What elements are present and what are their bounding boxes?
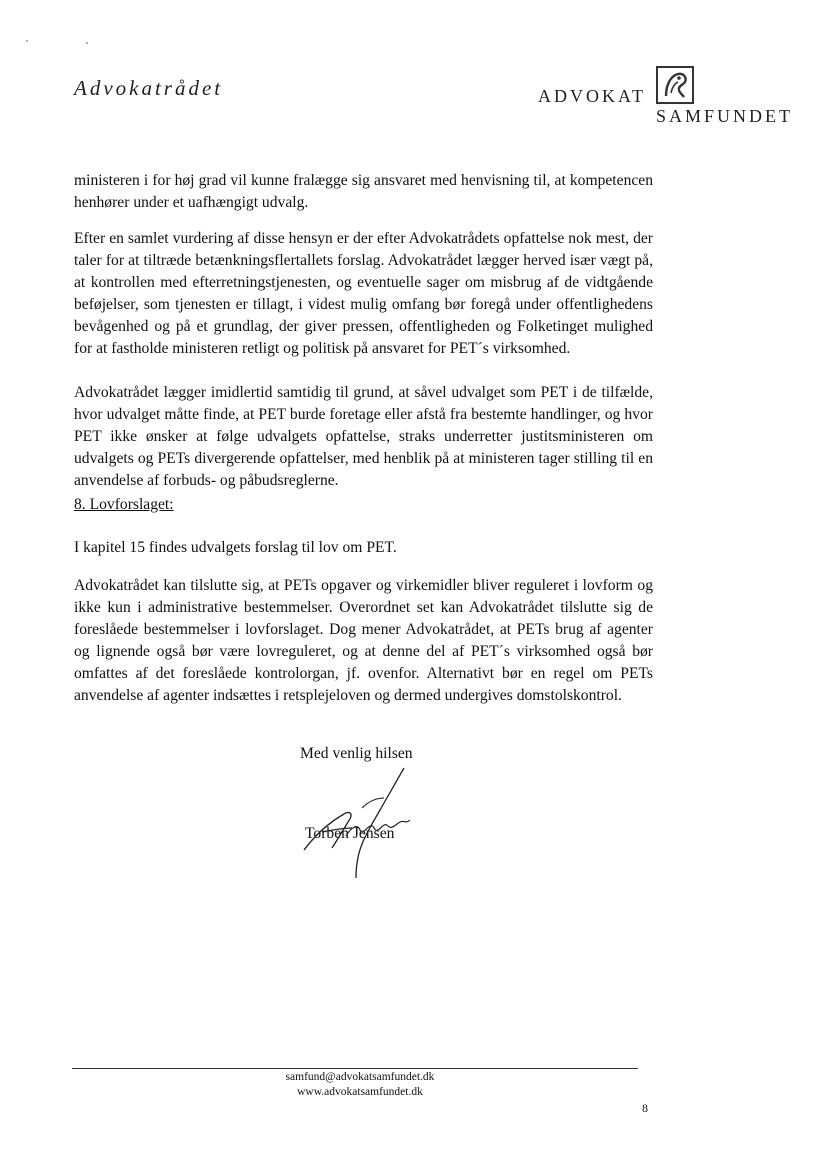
signatory-name: Torben Jensen xyxy=(305,825,395,842)
footer-email: samfund@advokatsamfundet.dk xyxy=(285,1071,435,1083)
scan-speck xyxy=(86,42,88,44)
body-paragraph: Advokatrådet lægger imidlertid samtidig til grund, at såvel udvalget som PET i de tilfælde, hvor udvalget måtte finde, at PET burde foretage eller afstå fra bestemte handlinger, og hvor PET ikke ønsker at følge udvalgets opfattelse, straks underretter justitsministeren om udvalgets og PETs divergerende opfattelser, med henblik på at ministeren tager stilling til en anvendelse af forbuds- og påbudsreglerne. xyxy=(74,384,653,489)
advokatsamfundet-emblem-icon xyxy=(656,66,694,104)
page-number: 8 xyxy=(642,1101,648,1115)
footer-divider xyxy=(72,1068,638,1069)
footer-website: www.advokatsamfundet.dk xyxy=(297,1086,423,1098)
section-heading: 8. Lovforslaget: xyxy=(74,496,174,513)
letterhead-title: Advokatrådet xyxy=(74,76,224,100)
scan-speck xyxy=(26,40,28,42)
body-paragraph: I kapitel 15 findes udvalgets forslag til lov om PET. xyxy=(74,539,397,556)
logo-text-samfundet: SAMFUNDET xyxy=(656,106,794,126)
body-paragraph: ministeren i for høj grad vil kunne fralægge sig ansvaret med henvisning til, at kompetencen henhører under et uafhængigt udvalg. xyxy=(74,172,653,211)
handwritten-signature xyxy=(292,762,422,882)
logo-text-advokat: ADVOKAT xyxy=(538,86,646,106)
body-paragraph: Efter en samlet vurdering af disse hensyn er der efter Advokatrådets opfattelse nok mest, der taler for at tiltræde betænkningsflertallets forslag. Advokatrådet lægger herved især vægt på, at kontrollen med efterretningstjenesten, og eventuelle sager om misbrug af de vidtgående beføjelser, som tjenesten er tillagt, i videst mulig omfang bør foregå under offentlighedens bevågenhed og på et grundlag, der giver pressen, offentligheden og Folketinget mulighed for at fastholde ministeren retligt og politisk på ansvaret for PET´s virksomhed. xyxy=(74,230,653,357)
body-paragraph: Advokatrådet kan tilslutte sig, at PETs opgaver og virkemidler bliver reguleret i lovform og ikke kun i administrative bestemmelser. Overordnet set kan Advokatrådet tilslutte sig de foreslåede bestemmelser i lovforslaget. Dog mener Advokatrådet, at PETs brug af agenter og lignende også bør være lovreguleret, og at denne del af PET´s virksomhed også bør omfattes af det foreslåede kontrolorgan, jf. ovenfor. Alternativt bør en regel om PETs anvendelse af agenter indsættes i retsplejeloven og dermed undergives domstolskontrol. xyxy=(74,577,653,704)
closing-greeting: Med venlig hilsen xyxy=(300,745,413,762)
